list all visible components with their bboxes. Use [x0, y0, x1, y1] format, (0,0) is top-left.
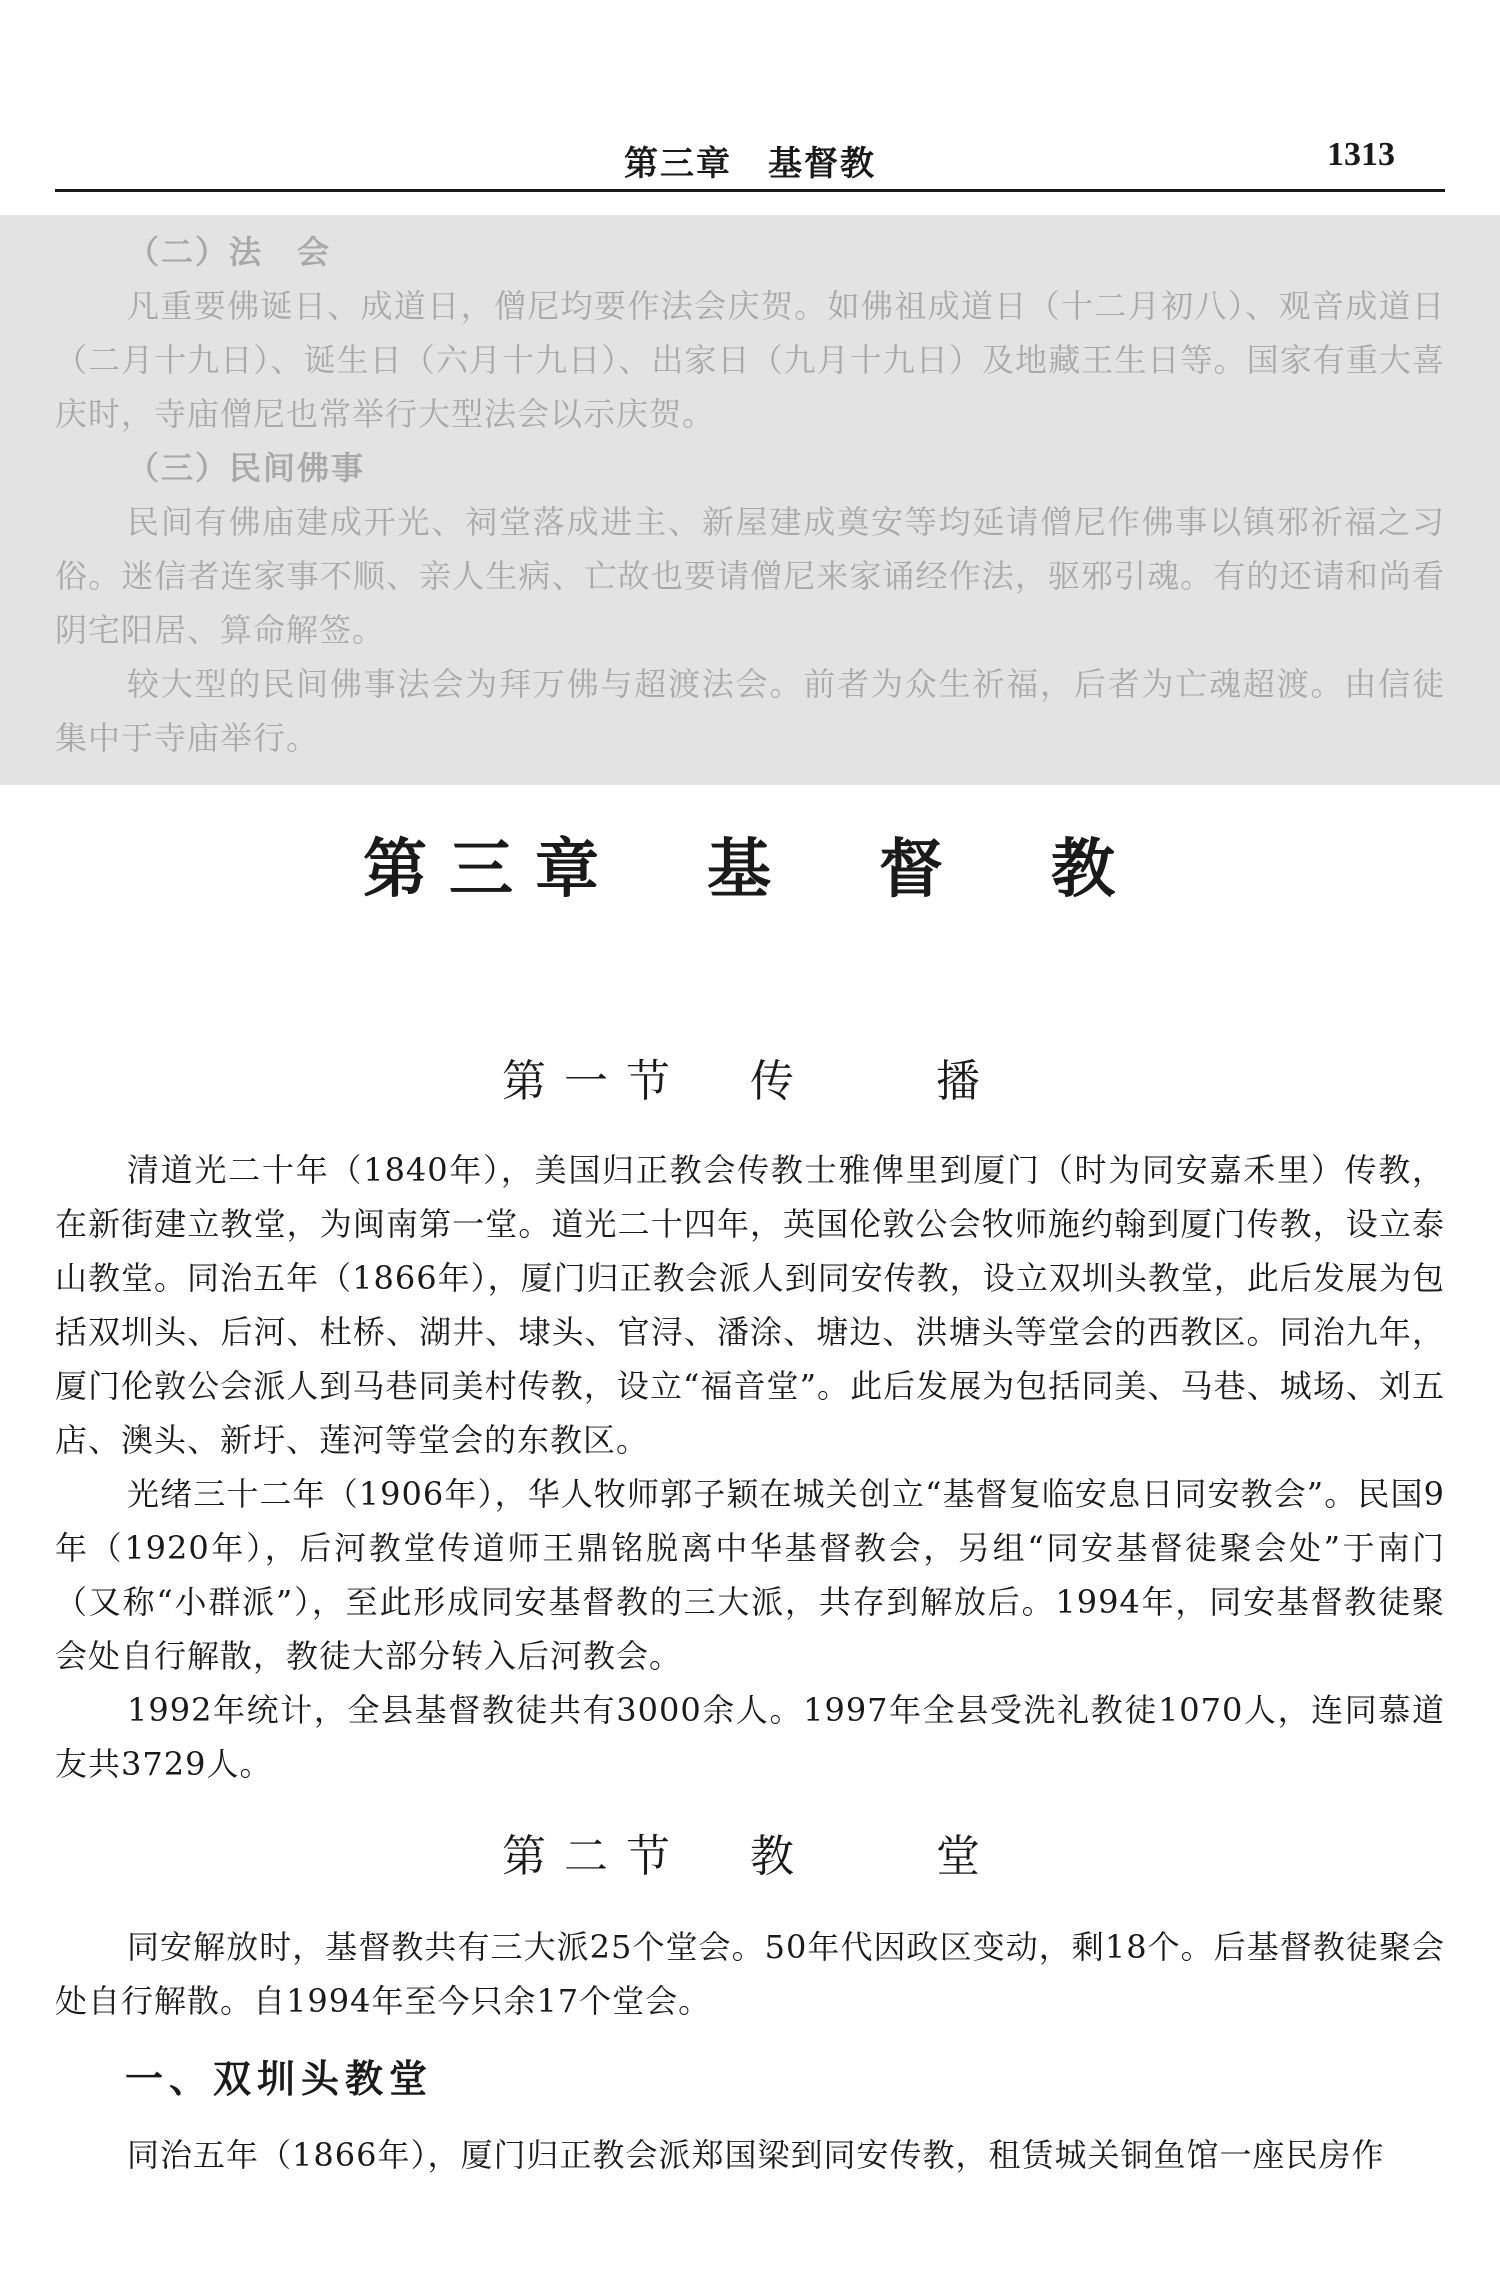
page-number: 1313 [1327, 136, 1395, 173]
previous-chapter-excerpt [0, 215, 1500, 785]
paragraph-spread-2: 光绪三十二年（1906年），华人牧师郭子颖在城关创立“基督复临安息日同安教会”。民国9年（1920年），后河教堂传道师王鼎铭脱离中华基督教会，另组“同安基督徒聚会处”于南门（又称“小群派”），至此形成同安基督教的三大派，共存到解放后。1994年，同安基督教徒聚会处自行解散，教徒大部分转入后河教会。 [55, 1475, 1445, 1675]
section-shuangzhentou-body [55, 2128, 1445, 2182]
section-title-spread: 第一节 传 播 [502, 1056, 998, 1107]
paragraph-churches-1: 同安解放时，基督教共有三大派25个堂会。50年代因政区变动，剩18个。后基督教徒聚会处自行解散。自1994年至今只余17个堂会。 [55, 1928, 1445, 2020]
paragraph-folk-buddhism-1: 民间有佛庙建成开光、祠堂落成进主、新屋建成奠安等均延请僧尼作佛事以镇邪祈福之习俗。迷信者连家事不顺、亲人生病、亡故也要请僧尼来家诵经作法，驱邪引魂。有的还请和尚看阴宅阳居、算命解签。 [55, 503, 1445, 649]
paragraph-folk-buddhism-2: 较大型的民间佛事法会为拜万佛与超渡法会。前者为众生祈福，后者为亡魂超渡。由信徒集中于寺庙举行。 [55, 665, 1445, 757]
section-churches-body [55, 1920, 1445, 2028]
running-header-chapter: 第三章 基督教 [624, 144, 876, 184]
header-rule [55, 189, 1445, 192]
section-title-churches: 第二节 教 堂 [502, 1831, 998, 1882]
subhead-folk-buddhism: （三）民间佛事 [127, 449, 366, 487]
paragraph-fahui: 凡重要佛诞日、成道日，僧尼均要作法会庆贺。如佛祖成道日（十二月初八）、观音成道日（二月十九日）、诞生日（六月十九日）、出家日（九月十九日）及地藏王生日等。国家有重大喜庆时，寺庙僧尼也常举行大型法会以示庆贺。 [55, 287, 1445, 433]
chapter-title: 第三章 基 督 教 [363, 833, 1137, 907]
running-header [55, 130, 1445, 184]
subhead-fahui: （二）法 会 [127, 233, 332, 271]
paragraph-spread-3: 1992年统计，全县基督教徒共有3000余人。1997年全县受洗礼教徒1070人，连同慕道友共3729人。 [55, 1691, 1445, 1783]
section-spread-body [55, 1143, 1445, 1791]
paragraph-spread-1: 清道光二十年（1840年），美国归正教会传教士雅俾里到厦门（时为同安嘉禾里）传教，在新街建立教堂，为闽南第一堂。道光二十四年，英国伦敦公会牧师施约翰到厦门传教，设立泰山教堂。同治五年（1866年），厦门归正教会派人到同安传教，设立双圳头教堂，此后发展为包括双圳头、后河、杜桥、湖井、埭头、官浔、潘涂、塘边、洪塘头等堂会的西教区。同治九年，厦门伦敦公会派人到马巷同美村传教，设立“福音堂”。此后发展为包括同美、马巷、城场、刘五店、澳头、新圩、莲河等堂会的东教区。 [55, 1151, 1445, 1459]
subheading-shuangzhentou-church: 一、双圳头教堂 [125, 2056, 434, 2101]
paragraph-shuangzhentou: 同治五年（1866年），厦门归正教会派郑国梁到同安传教，租赁城关铜鱼馆一座民房作 [127, 2136, 1385, 2174]
